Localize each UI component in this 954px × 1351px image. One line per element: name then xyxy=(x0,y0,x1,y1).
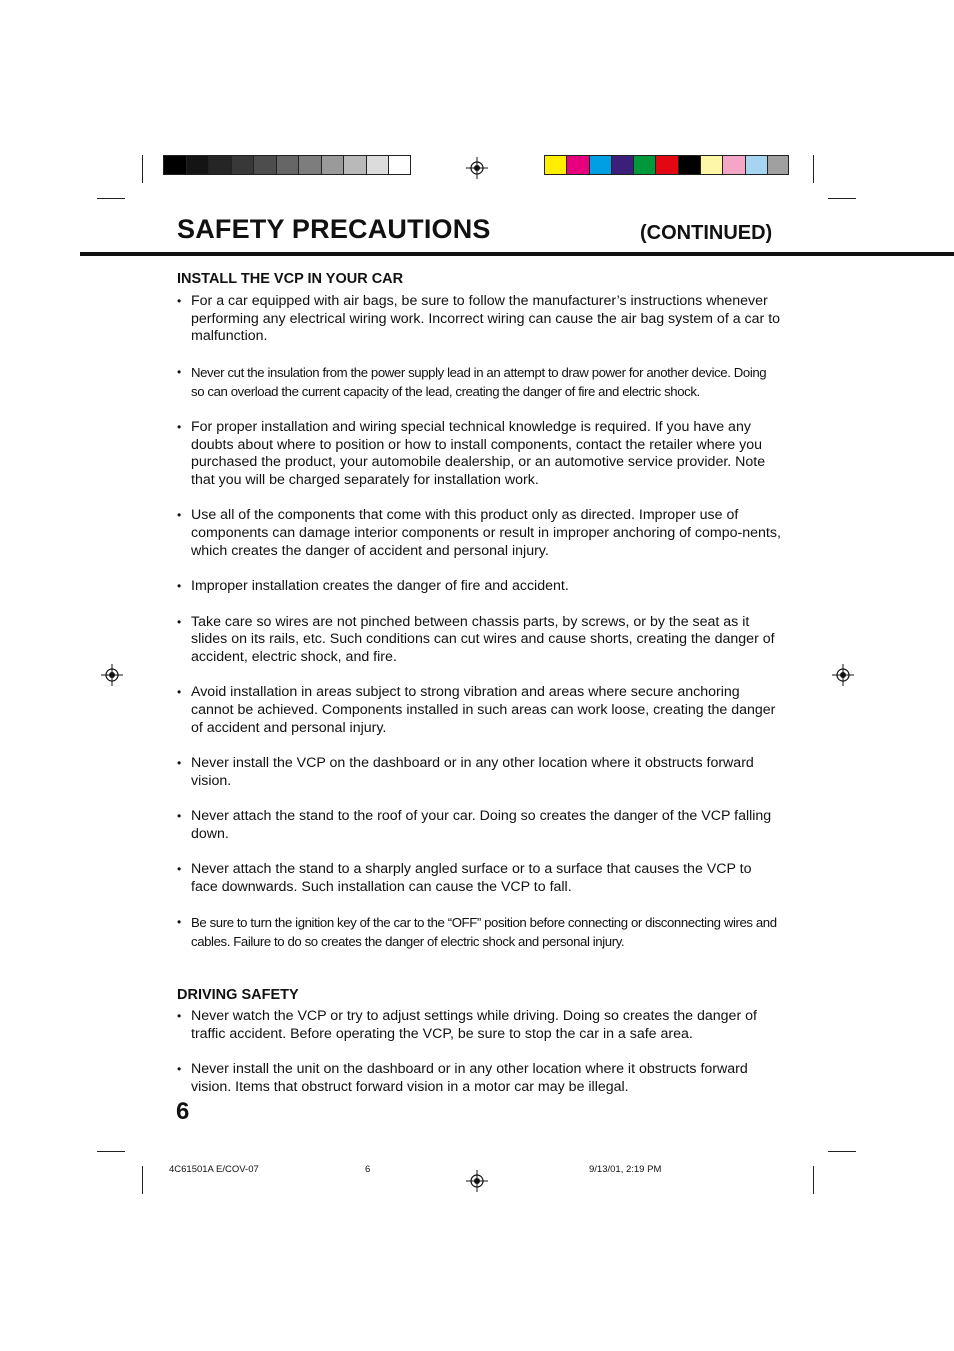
crop-mark xyxy=(142,155,143,183)
calibration-swatch xyxy=(231,155,254,175)
calibration-swatch xyxy=(566,155,588,175)
registration-mark-icon xyxy=(101,664,123,686)
page-title: SAFETY PRECAUTIONS xyxy=(177,214,491,244)
footer-timestamp: 9/13/01, 2:19 PM xyxy=(589,1164,662,1175)
list-item: • Never install the unit on the dashboard or in any other location where it obstructs forward vision. Items that obstruct forward vision in a motor car may be illegal. xyxy=(177,1061,782,1096)
crop-mark xyxy=(142,1166,143,1194)
calibration-swatch xyxy=(186,155,209,175)
page-title-continued: (CONTINUED) xyxy=(640,222,773,244)
registration-mark-icon xyxy=(832,664,854,686)
calibration-swatch xyxy=(343,155,366,175)
list-item: • Be sure to turn the ignition key of the car to the “OFF” position before connecting or disconnecting wires and cables. Failure to do so creates the danger of electric shock and personal injury. xyxy=(177,914,782,951)
calibration-swatch xyxy=(388,155,411,175)
crop-mark xyxy=(97,1151,125,1152)
list-item: • Use all of the components that come with this product only as directed. Improper use of components can damage interior components or result in improper anchoring of compo-nents, which creates the danger of accident and personal injury. xyxy=(177,507,782,560)
list-item: • For proper installation and wiring special technical knowledge is required. If you have any doubts about where to position or how to install components, contact the retailer where you purchased the product, your automobile dealership, or an automotive service provider. Note that you will be charged separately for installation work. xyxy=(177,419,782,490)
calibration-swatch xyxy=(544,155,566,175)
list-item: • Never install the VCP on the dashboard or in any other location where it obstructs forward vision. xyxy=(177,755,782,790)
title-rule xyxy=(80,252,954,256)
grayscale-calibration-bar xyxy=(163,155,411,175)
calibration-swatch xyxy=(678,155,700,175)
list-item: • Take care so wires are not pinched between chassis parts, by screws, or by the seat as it slides on its rails, etc. Such conditions can cut wires and cause shorts, creating the danger of accident, electric shock, and fire. xyxy=(177,614,782,667)
list-item: • Never attach the stand to a sharply angled surface or to a surface that causes the VCP to face downwards. Such installation can cause the VCP to fall. xyxy=(177,861,782,896)
list-item: • Improper installation creates the danger of fire and accident. xyxy=(177,578,782,596)
crop-mark xyxy=(813,155,814,183)
calibration-swatch xyxy=(655,155,677,175)
calibration-swatch xyxy=(276,155,299,175)
page-number: 6 xyxy=(176,1098,190,1125)
footer-file-name: 4C61501A E/COV-07 xyxy=(169,1164,259,1175)
registration-mark-icon xyxy=(466,1170,488,1192)
calibration-swatch xyxy=(633,155,655,175)
list-item: • Never watch the VCP or try to adjust settings while driving. Doing so creates the danger of traffic accident. Before operating the VCP, be sure to stop the car in a safe area. xyxy=(177,1008,782,1043)
install-bullet-list xyxy=(177,293,782,970)
section-heading-driving: DRIVING SAFETY xyxy=(177,987,299,1003)
crop-mark xyxy=(813,1166,814,1194)
crop-mark xyxy=(828,198,856,199)
calibration-swatch xyxy=(366,155,389,175)
crop-mark xyxy=(97,198,125,199)
calibration-swatch xyxy=(745,155,767,175)
calibration-swatch xyxy=(208,155,231,175)
calibration-swatch xyxy=(767,155,789,175)
calibration-swatch xyxy=(321,155,344,175)
calibration-swatch xyxy=(298,155,321,175)
section-heading-install: INSTALL THE VCP IN YOUR CAR xyxy=(177,271,404,287)
calibration-swatch xyxy=(611,155,633,175)
list-item: • Never cut the insulation from the power supply lead in an attempt to draw power for another device. Doing so can overload the current capacity of the lead, creating the danger of fire and electric shock. xyxy=(177,364,782,401)
calibration-swatch xyxy=(163,155,186,175)
list-item: • For a car equipped with air bags, be sure to follow the manufacturer’s instructions whenever performing any electrical wiring work. Incorrect wiring can cause the air bag system of a car to malfunction. xyxy=(177,293,782,346)
driving-bullet-list xyxy=(177,1008,782,1114)
crop-mark xyxy=(828,1151,856,1152)
list-item: • Never attach the stand to the roof of your car. Doing so creates the danger of the VCP falling down. xyxy=(177,808,782,843)
footer-page: 6 xyxy=(365,1164,371,1175)
calibration-swatch xyxy=(253,155,276,175)
calibration-swatch xyxy=(700,155,722,175)
registration-mark-icon xyxy=(466,157,488,179)
calibration-swatch xyxy=(722,155,744,175)
list-item: • Avoid installation in areas subject to strong vibration and areas where secure anchoring cannot be achieved. Components installed in such areas can work loose, creating the danger of accident and personal injury. xyxy=(177,684,782,737)
color-calibration-bar xyxy=(544,155,789,175)
calibration-swatch xyxy=(589,155,611,175)
